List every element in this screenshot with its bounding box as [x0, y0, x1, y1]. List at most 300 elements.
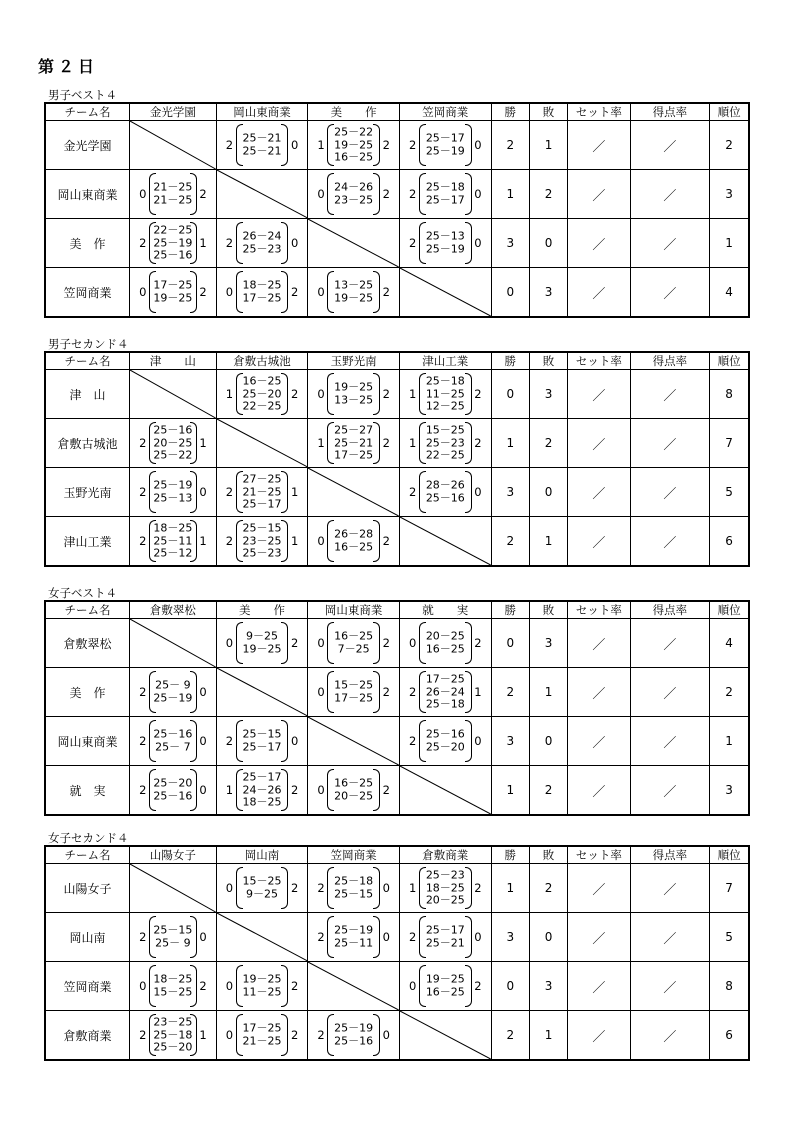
set-score: 16－25 [334, 629, 374, 643]
right-bracket [281, 622, 288, 664]
match-score [308, 864, 399, 912]
opponent-header: 笠岡商業 [308, 846, 400, 864]
rank-value: 3 [710, 766, 749, 816]
sets-won: 2 [225, 534, 234, 548]
set-score: 25－19 [425, 144, 465, 157]
set-score: 25－19 [334, 923, 374, 937]
set-score: 9－25 [246, 887, 279, 900]
set-score: 12－25 [425, 399, 465, 413]
sets-won: 0 [139, 285, 147, 299]
set-score: 25－13 [425, 229, 465, 243]
point-rate-value: ／ [630, 268, 710, 318]
sets-won: 2 [225, 236, 234, 250]
match-score [308, 913, 399, 961]
diagonal-cell [308, 962, 400, 1011]
sets-lost: 2 [382, 436, 390, 450]
set-scores [153, 223, 193, 262]
wins-value: 0 [491, 619, 529, 668]
league-table [44, 102, 750, 318]
set-score: 25－17 [242, 770, 282, 784]
set-score: 25－19 [153, 691, 193, 704]
set-score: 25－23 [425, 868, 465, 882]
team-row [45, 766, 749, 816]
set-score: 18－25 [242, 795, 282, 809]
opponent-header: 倉敷翠松 [130, 601, 217, 619]
sets-won: 2 [408, 236, 417, 250]
opponent-header: 津 山 [130, 352, 217, 370]
sets-won: 0 [317, 387, 325, 401]
set-score: 25－20 [425, 740, 465, 753]
set-score: 24－26 [334, 180, 374, 194]
team-row [45, 268, 749, 318]
rank-value: 4 [710, 268, 749, 318]
set-scores [426, 631, 465, 656]
set-score: 25－16 [153, 727, 193, 741]
set-rate-value: ／ [568, 766, 630, 816]
sets-won: 2 [139, 1028, 147, 1042]
team-name: 津 山 [45, 370, 130, 419]
right-bracket [465, 867, 472, 909]
right-bracket [190, 720, 197, 762]
diagonal-cell [130, 370, 217, 419]
right-bracket [190, 271, 197, 313]
set-score: 25－ 7 [155, 740, 191, 753]
team-column-header: チーム名 [45, 352, 130, 370]
opponent-header: 金光学園 [130, 103, 217, 121]
match-score [217, 219, 308, 267]
set-score: 25－18 [425, 374, 465, 388]
set-score: 25－17 [425, 923, 465, 937]
point-rate-value: ／ [630, 766, 710, 816]
right-bracket [281, 965, 288, 1007]
set-rate-value: ／ [568, 668, 630, 717]
right-bracket [373, 916, 380, 958]
losses-value: 0 [529, 913, 567, 962]
set-scores [153, 923, 193, 950]
wins-header: 勝 [491, 352, 529, 370]
left-bracket [327, 622, 334, 664]
diagonal-cell [216, 170, 308, 219]
sets-lost: 2 [474, 436, 482, 450]
team-row [45, 1011, 749, 1061]
set-scores [153, 776, 193, 803]
team-row [45, 219, 749, 268]
sets-lost: 1 [199, 436, 207, 450]
set-score: 25－15 [334, 887, 374, 900]
set-score: 26－28 [334, 527, 374, 541]
set-scores [334, 925, 373, 950]
set-scores [153, 478, 193, 505]
set-score: 26－24 [425, 684, 465, 698]
sets-lost: 2 [382, 685, 390, 699]
sets-won: 0 [225, 881, 234, 895]
match-score [217, 268, 308, 316]
set-scores [243, 231, 282, 256]
sets-won: 2 [139, 485, 147, 499]
losses-value: 0 [529, 717, 567, 766]
set-rate-header: セット率 [568, 601, 630, 619]
match-result [130, 913, 217, 962]
match-result [130, 717, 217, 766]
set-score: 25－13 [153, 491, 193, 504]
sets-lost: 0 [291, 734, 299, 748]
match-score [217, 864, 308, 912]
match-result [399, 468, 491, 517]
set-score: 21－25 [242, 484, 282, 498]
losses-value: 0 [529, 468, 567, 517]
sets-lost: 2 [291, 636, 299, 650]
set-score: 25－27 [334, 423, 374, 437]
set-score: 25－18 [153, 1027, 193, 1041]
losses-value: 1 [529, 1011, 567, 1061]
set-score: 19－25 [153, 291, 193, 304]
right-bracket [190, 422, 197, 464]
right-bracket [190, 520, 197, 562]
match-result [308, 864, 400, 913]
match-score [400, 121, 491, 169]
diagonal-cell [399, 268, 491, 318]
set-score: 9－25 [246, 629, 279, 643]
set-score: 21－25 [242, 1034, 282, 1047]
set-score: 25－16 [153, 248, 193, 262]
match-result [130, 962, 217, 1011]
sets-won: 2 [408, 138, 417, 152]
set-score: 15－25 [425, 423, 465, 437]
set-scores [243, 974, 282, 999]
opponent-header: 倉敷古城池 [216, 352, 308, 370]
sets-won: 0 [317, 685, 325, 699]
sets-won: 2 [408, 930, 417, 944]
set-scores [153, 521, 193, 560]
right-bracket [281, 271, 288, 313]
set-score: 23－25 [334, 193, 374, 206]
opponent-header: 笠岡商業 [399, 103, 491, 121]
sets-lost: 0 [199, 930, 207, 944]
right-bracket [465, 373, 472, 415]
sets-won: 2 [317, 930, 325, 944]
sets-won: 0 [225, 1028, 234, 1042]
match-result [308, 668, 400, 717]
team-name: 美 作 [45, 668, 130, 717]
point-rate-header: 得点率 [630, 103, 710, 121]
set-score: 17－25 [334, 691, 374, 704]
set-score: 25－20 [153, 1040, 193, 1054]
point-rate-header: 得点率 [630, 352, 710, 370]
league-table [44, 600, 750, 816]
set-scores [153, 972, 193, 999]
set-score: 25－23 [242, 546, 282, 560]
sets-lost: 2 [382, 783, 390, 797]
set-scores [426, 925, 465, 950]
right-bracket [190, 1014, 197, 1056]
set-score: 22－25 [153, 223, 193, 237]
match-score [400, 468, 491, 516]
league-section [44, 586, 750, 816]
set-scores [334, 876, 373, 901]
sets-won: 0 [225, 636, 234, 650]
match-result [308, 370, 400, 419]
sets-won: 1 [317, 138, 325, 152]
sets-lost: 1 [291, 534, 299, 548]
match-result [216, 468, 308, 517]
sets-lost: 0 [474, 138, 482, 152]
set-score: 25－16 [153, 789, 193, 802]
set-score: 16－25 [334, 776, 374, 790]
set-rate-value: ／ [568, 517, 630, 567]
set-score: 18－25 [425, 880, 465, 894]
diagonal-line [308, 219, 399, 267]
wins-value: 1 [491, 864, 529, 913]
set-score: 25－11 [334, 936, 374, 949]
sets-won: 0 [317, 534, 325, 548]
sets-won: 0 [317, 783, 325, 797]
sets-lost: 0 [199, 485, 207, 499]
opponent-header: 岡山東商業 [308, 601, 400, 619]
set-score: 25－23 [242, 242, 282, 255]
set-scores [426, 182, 465, 207]
set-scores [426, 729, 465, 754]
diagonal-cell [399, 766, 491, 816]
set-score: 28－26 [425, 478, 465, 492]
set-rate-value: ／ [568, 370, 630, 419]
rank-value: 7 [710, 864, 749, 913]
wins-value: 1 [491, 766, 529, 816]
set-scores [426, 869, 465, 907]
match-result [308, 619, 400, 668]
set-score: 20－25 [425, 629, 465, 643]
match-score [130, 962, 216, 1010]
sets-won: 2 [408, 187, 417, 201]
right-bracket [190, 222, 197, 264]
opponent-header: 就 実 [399, 601, 491, 619]
match-result [130, 668, 217, 717]
sets-lost: 2 [474, 636, 482, 650]
rank-value: 7 [710, 419, 749, 468]
set-scores [334, 182, 373, 207]
set-scores [334, 680, 373, 705]
set-score: 25－19 [334, 1021, 374, 1035]
set-scores [243, 771, 282, 809]
set-score: 23－25 [153, 1015, 193, 1029]
match-result [130, 468, 217, 517]
rank-value: 6 [710, 517, 749, 567]
set-score: 16－25 [425, 985, 465, 998]
wins-value: 1 [491, 170, 529, 219]
set-score: 7－25 [337, 642, 370, 655]
match-result [308, 170, 400, 219]
section-title: 男子セカンド４ [48, 337, 129, 351]
set-rate-value: ／ [568, 121, 630, 170]
set-score: 23－25 [242, 533, 282, 547]
sets-lost: 0 [474, 236, 482, 250]
sets-won: 0 [408, 979, 417, 993]
set-scores [426, 424, 465, 462]
set-score: 17－25 [425, 672, 465, 686]
set-score: 25－19 [153, 235, 193, 249]
set-scores [243, 133, 282, 158]
right-bracket [465, 965, 472, 1007]
match-score [130, 219, 216, 267]
set-score: 20－25 [153, 435, 193, 449]
set-scores [243, 631, 282, 656]
diagonal-cell [399, 517, 491, 567]
right-bracket [373, 271, 380, 313]
match-result [130, 170, 217, 219]
match-score [130, 668, 216, 716]
team-name: 笠岡商業 [45, 962, 130, 1011]
set-score: 13－25 [334, 393, 374, 406]
rank-value: 5 [710, 913, 749, 962]
team-name: 美 作 [45, 219, 130, 268]
sets-lost: 1 [474, 685, 482, 699]
team-row [45, 170, 749, 219]
sets-won: 2 [139, 236, 147, 250]
sets-lost: 2 [291, 783, 299, 797]
point-rate-value: ／ [630, 864, 710, 913]
rank-value: 1 [710, 717, 749, 766]
wins-value: 0 [491, 962, 529, 1011]
sets-lost: 0 [382, 930, 390, 944]
right-bracket [281, 222, 288, 264]
set-score: 19－25 [425, 972, 465, 986]
set-score: 25－21 [425, 936, 465, 949]
match-result [216, 1011, 308, 1061]
match-score [308, 121, 399, 169]
team-row [45, 121, 749, 170]
sets-lost: 0 [382, 881, 390, 895]
match-result [399, 370, 491, 419]
set-score: 25－11 [153, 533, 193, 547]
set-score: 19－25 [334, 137, 374, 151]
rank-value: 3 [710, 170, 749, 219]
set-rate-value: ／ [568, 864, 630, 913]
sets-lost: 1 [199, 1028, 207, 1042]
team-row [45, 370, 749, 419]
rank-value: 8 [710, 962, 749, 1011]
set-score: 25－ 9 [155, 936, 191, 949]
set-score: 25－21 [242, 131, 282, 145]
sets-lost: 2 [291, 979, 299, 993]
point-rate-value: ／ [630, 962, 710, 1011]
set-scores [426, 673, 465, 711]
set-scores [426, 480, 465, 505]
right-bracket [373, 124, 380, 166]
set-score: 20－25 [425, 893, 465, 907]
set-scores [243, 1023, 282, 1048]
wins-value: 1 [491, 419, 529, 468]
team-name: 玉野光南 [45, 468, 130, 517]
sets-won: 2 [139, 685, 147, 699]
sets-won: 2 [139, 930, 147, 944]
match-score [400, 419, 491, 467]
team-name: 倉敷翠松 [45, 619, 130, 668]
set-score: 11－25 [425, 386, 465, 400]
match-result [399, 170, 491, 219]
sets-won: 2 [139, 734, 147, 748]
diagonal-line [217, 170, 308, 218]
match-result [399, 121, 491, 170]
set-rate-value: ／ [568, 962, 630, 1011]
set-score: 18－25 [153, 521, 193, 535]
set-score: 21－25 [153, 180, 193, 194]
section-title: 女子ベスト４ [48, 586, 117, 600]
set-score: 18－25 [242, 278, 282, 292]
wins-value: 3 [491, 913, 529, 962]
match-result [216, 766, 308, 816]
right-bracket [373, 373, 380, 415]
opponent-header: 岡山南 [216, 846, 308, 864]
match-score [217, 962, 308, 1010]
diagonal-line [217, 419, 308, 467]
sets-lost: 2 [382, 534, 390, 548]
sets-lost: 2 [382, 138, 390, 152]
team-name: 倉敷商業 [45, 1011, 130, 1061]
match-result [216, 962, 308, 1011]
right-bracket [190, 471, 197, 513]
match-result [308, 419, 400, 468]
set-score: 22－25 [425, 448, 465, 462]
match-result [308, 268, 400, 318]
set-score: 25－15 [242, 521, 282, 535]
right-bracket [465, 622, 472, 664]
point-rate-value: ／ [630, 219, 710, 268]
opponent-header: 美 作 [308, 103, 400, 121]
set-score: 25－ 9 [155, 678, 191, 692]
losses-header: 敗 [529, 352, 567, 370]
match-score [400, 619, 491, 667]
right-bracket [465, 471, 472, 513]
match-score [130, 517, 216, 565]
losses-value: 3 [529, 268, 567, 318]
set-score: 17－25 [242, 1021, 282, 1035]
rank-header: 順位 [710, 601, 749, 619]
team-name: 津山工業 [45, 517, 130, 567]
match-score [217, 121, 308, 169]
sets-won: 2 [225, 138, 234, 152]
set-rate-value: ／ [568, 619, 630, 668]
set-score: 16－25 [242, 374, 282, 388]
match-result [308, 766, 400, 816]
sets-lost: 0 [291, 138, 299, 152]
match-result [216, 219, 308, 268]
match-result [216, 717, 308, 766]
sets-lost: 0 [382, 1028, 390, 1042]
sets-won: 1 [317, 436, 325, 450]
right-bracket [190, 916, 197, 958]
set-score: 16－25 [334, 150, 374, 164]
match-score [130, 268, 216, 316]
sets-won: 0 [225, 979, 234, 993]
set-rate-value: ／ [568, 268, 630, 318]
diagonal-cell [308, 219, 400, 268]
right-bracket [465, 422, 472, 464]
match-score [400, 913, 491, 961]
right-bracket [465, 720, 472, 762]
wins-header: 勝 [491, 103, 529, 121]
set-score: 25－19 [153, 478, 193, 492]
sets-won: 0 [317, 187, 325, 201]
diagonal-cell [216, 913, 308, 962]
match-score [308, 419, 399, 467]
sets-won: 2 [317, 1028, 325, 1042]
set-score: 19－25 [334, 291, 374, 304]
diagonal-line [130, 619, 216, 667]
match-result [308, 517, 400, 567]
team-name: 岡山東商業 [45, 170, 130, 219]
sets-won: 2 [317, 881, 325, 895]
team-row [45, 619, 749, 668]
sets-lost: 1 [291, 485, 299, 499]
